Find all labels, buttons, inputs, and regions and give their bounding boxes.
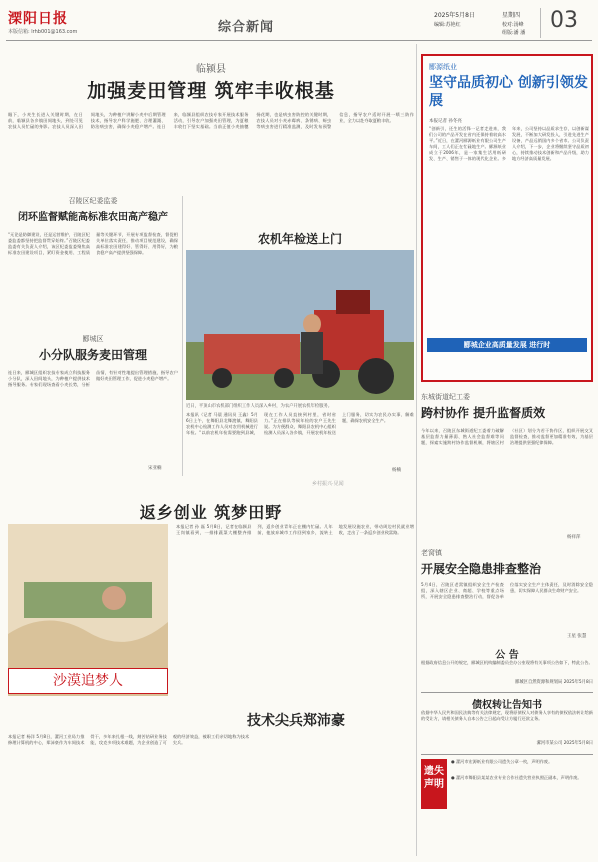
side-story-2: [421, 548, 593, 642]
lost-notice-item: ● 漯河市宏源纸业有限公司遗失公章一枚，声明作废。: [451, 759, 553, 764]
highlight-banner: 郾城企业高质量发展 进行时: [427, 338, 587, 352]
highlight-headline: 坚守品质初心 创新引领发展: [429, 75, 588, 109]
debt-notice: [421, 692, 593, 748]
notice-signature: 郾城区自然资源和规划局 2025年5月8日: [515, 680, 593, 685]
masthead: [6, 8, 592, 40]
highlight-kicker: 郾源纸业: [429, 63, 457, 71]
bottom-story-headline: 技术尖兵郑沛豪: [247, 713, 345, 729]
photo-story-author: 杨楠: [392, 468, 401, 473]
side-story-1: [421, 392, 593, 542]
page-number: 03: [550, 8, 578, 33]
story-3-headline: 小分队服务麦田管理: [38, 348, 147, 362]
photo-caption: 近日，平顶山市农机部门组织工作人员深入乡村，为农户开展农机年检服务。: [186, 404, 333, 409]
debt-notice-signature: 漯河市某公司 2025年5月8日: [536, 741, 593, 746]
top-story-body: 眼下，小麦生长进入关键时期，在日前，临颍县各乡镇田间地头，到处可见农技人员忙碌的身影。农技人员深入田间地头，为种植户讲解小麦中后期管理技术，指导农户科学施肥、合理灌溉、防治病虫害，确保小麦稳产增产。连日来，临颍县组织农技专家开展技术服务活动，引导农户加强麦田管理，为夏粮丰收打下坚实基础。当前正值小麦抽穗扬花期，也是病虫害防控的关键时期，农技人员对小麦赤霉病、条锈病、蚜虫等病虫害进行精准监测，及时发布预警信息，指导农户适时开展一喷三防作业，全力以赴夺取夏粮丰收。: [8, 112, 414, 129]
story-2-kicker: 召陵区纪委监委: [68, 197, 118, 205]
story-3: [8, 334, 178, 474]
side-story-1-body: 今年以来，召陵区东城街道纪工委着力破解基层监督力量薄弱、熟人社会监督难等问题，探索实施跨村协作监督机制，将辖区村（社区）划分为若干协作区，组织开展交叉监督检查，推动监督更加精准有效，为基层治理提供坚强纪律保障。: [421, 428, 593, 445]
story-2-headline: 闭环监督赋能高标准农田高产稳产: [18, 212, 168, 223]
side-story-2-author: 王星 张慧: [567, 634, 587, 639]
highlight-box: [421, 54, 593, 382]
story-3-kicker: 郾城区: [82, 335, 104, 343]
photo-story-headline: 农机年检送上门: [257, 232, 342, 246]
lost-notice: [421, 754, 593, 854]
side-story-2-body: 5月4日，召陵区老窝镇组织安全生产检查组，深入辖区企业、商超、学校等重点场所，开展安全隐患排查整治行动，督促各单位落实安全生产主体责任，及时消除安全隐患，切实保障人民群众生命财产安全。: [421, 582, 593, 599]
email-line: 本版信箱: lrhb001@163.com: [8, 29, 78, 35]
checker: 校对:汤峰: [502, 22, 524, 28]
feature-section-tag: 乡村振兴·见闻: [312, 481, 344, 487]
lost-notice-item: ● 漯河市舞阳县某某农业专业合作社遗失营业执照正副本，声明作废。: [451, 775, 582, 780]
story-2-body: “无论是防御建设，还是运营维护，召陵区纪委监委都坚持把监督贯穿始终。”召陵区纪委监委有关负责人介绍，该区纪委监委聚焦高标准农田建设项目，紧盯资金使用、工程质量等关键环节，开展专项监督检查，督促相关单位落实责任，推动项目规范建设，确保高标准农田建得好、管得好、用得好，为粮食稳产高产提供坚强保障。: [8, 232, 178, 255]
story-3-body: 连日来，郾城区组织农技专家成立科技服务小分队，深入田间地头，为种植户提供技术指导服务。专家们现场查看小麦长势，分析苗情，有针对性地提出管理措施，指导农户做好麦田管理工作，促进小麦稳产增产。: [8, 370, 178, 387]
top-story: [8, 50, 414, 190]
issue-weekday: 星期四: [502, 12, 521, 19]
story-2: [8, 196, 178, 326]
highlight-body: “创新引，还生的活锋一记者走进来，我们公司的产品开发在省内还保持着较高水平。”近日，在漯河郾源纸业有限公司生产车间，工人们正在忙碌地生产。郾源纸业成立于2006年，是一家集生活用纸研发、生产、销售于一体的现代化企业。多年来，公司坚持以品质求生存，以创新谋发展，不断加大研发投入，引进先进生产设备，产品远销国内多个省市。公司负责人介绍，下一步，企业将继续坚守品质初心，持续推动技术创新和产品升级，助力地方经济高质量发展。: [429, 126, 589, 161]
side-story-2-headline: 开展安全隐患排查整治: [421, 562, 542, 576]
top-story-kicker: 临颍县: [196, 64, 226, 75]
story-3-author: 宋亚楠: [148, 466, 162, 471]
feature-body: 本报记者 孙 磊 5月8日，记者在临颍县王岗镇看到，一排排蔬菜大棚整齐排列，返乡创业青年正在棚内忙碌。几年前，他放弃城市工作回到家乡，流转土地发展设施农业，带动周边村民就业增收，走出了一条返乡创业致富路。: [176, 524, 414, 535]
lost-notice-tag: 遗失声明: [421, 759, 447, 809]
section-name: 综合新闻: [218, 20, 275, 35]
feature-image-caption: 沙漠追梦人: [8, 668, 168, 694]
issue-date: 2025年5月8日: [434, 12, 475, 19]
side-story-1-author: 杨祥萍: [567, 535, 581, 540]
feature-headline: 返乡创业 筑梦田野: [139, 503, 283, 522]
photo-story-body: 本报讯（记者 马晨 通讯员 王鑫）5月6日上午，在舞阳县北舞渡镇，舞阳县农机中心检测工作人员对农用机械进行年检。“以前农机年检需要跑到县城，现在工作人员直接到村里，省时省力。”正在排队等候年检的农户王先生说。为方便群众，舞阳县农机中心组织检测人员深入各乡镇，开展农机年检送上门服务，切实为农民办实事、解难题，确保农机安全生产。: [186, 412, 414, 435]
side-story-2-kicker: 老窝镇: [421, 549, 442, 557]
notice: [421, 646, 593, 686]
bottom-story-body: 本报记者 杨洋 5月8日，漯河工业局力推修理计算机的中心，郑沛豪作为车间技术骨干，多年来扎根一线，刻苦钻研业务技能，攻克多项技术难题，为企业创造了可观的经济效益，被职工们亲切地称为技术尖兵。: [8, 734, 250, 745]
top-story-headline: 加强麦田管理 筑牢丰收根基: [87, 80, 335, 102]
feature: [8, 480, 414, 702]
debt-notice-body: 依据中华人民共和国民法典等有关法律规定，现将原债权人对债务人享有的债权依法转让给新的受让方，请相关债务人自本公告之日起向受让方履行还款义务。: [421, 710, 593, 721]
debt-notice-title: 债权转让告知书: [472, 700, 542, 711]
side-story-1-headline: 跨村协作 提升监督质效: [421, 406, 546, 420]
notice-title: 公 告: [495, 650, 519, 661]
photo-story: [186, 196, 414, 474]
bottom-story: [8, 706, 414, 856]
side-story-1-kicker: 东城街道纪工委: [421, 393, 470, 401]
notice-body: 根据政府信息公开的规定，郾城区机构编制委员会办公室现将有关事项公告如下，特此公告。: [421, 660, 593, 665]
designer: 组版:潘 潘: [502, 30, 526, 36]
newspaper-logo: 溧阳日报: [8, 11, 68, 27]
editor: 编辑:苏艳红: [434, 22, 461, 28]
highlight-author: 本报记者 孙冬亮: [429, 119, 462, 124]
farm-machine-photo: [186, 250, 414, 400]
